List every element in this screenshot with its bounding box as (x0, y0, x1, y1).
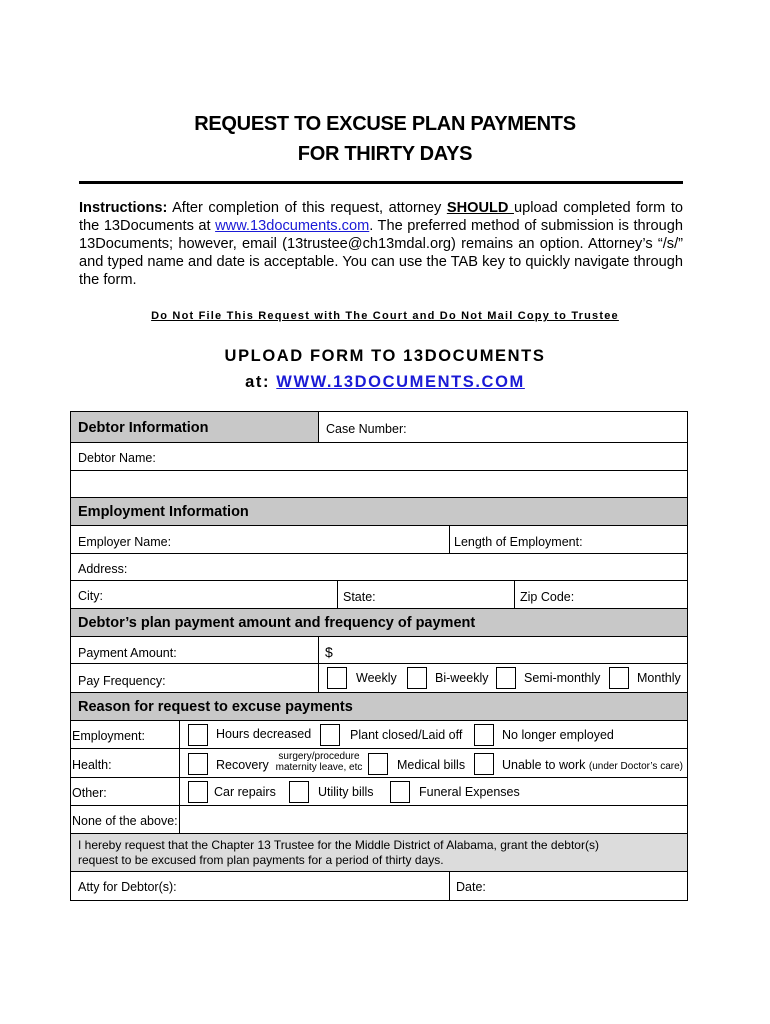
atty-field[interactable] (179, 872, 447, 900)
payment-amount-field[interactable] (339, 637, 679, 663)
utility-bills-checkbox[interactable] (289, 781, 309, 803)
debtor-info-row (71, 412, 687, 443)
address-row[interactable] (71, 554, 687, 581)
reason-label: Reason for request to excuse payments (78, 699, 353, 715)
case-number-label: Case Number: (326, 422, 407, 436)
upload-link[interactable]: WWW.13DOCUMENTS.COM (276, 373, 525, 391)
other-reason-divider (179, 778, 180, 805)
hereby-statement: I hereby request that the Chapter 13 Trustee for the Middle District of Alabama, grant the debtor(s) request to be excused from plan payments for a period of thirty days. (78, 838, 599, 867)
13documents-link[interactable]: www.13documents.com (215, 218, 370, 234)
pay-frequency-row (71, 664, 687, 693)
city-row (71, 581, 687, 609)
date-label: Date: (456, 880, 486, 894)
employment-reason-divider (179, 721, 180, 748)
frequency-divider (318, 664, 319, 692)
biweekly-checkbox[interactable] (407, 667, 427, 689)
employment-info-header (71, 498, 687, 526)
weekly-checkbox[interactable] (327, 667, 347, 689)
health-reason-divider (179, 749, 180, 777)
semimonthly-checkbox[interactable] (496, 667, 516, 689)
plan-payment-label: Debtor’s plan payment amount and frequency of payment (78, 615, 476, 631)
maternity-note: maternity leave, etc (275, 762, 363, 773)
unable-to-work-checkbox[interactable] (474, 753, 494, 775)
signature-divider (449, 872, 450, 900)
instructions-text-1: After completion of this request, attorney (167, 200, 447, 216)
state-label: State: (343, 590, 376, 604)
health-reason-row (71, 749, 687, 778)
plan-payment-header (71, 609, 687, 637)
payment-divider (318, 637, 319, 663)
plant-closed-label: Plant closed/Laid off (350, 728, 463, 742)
dollar-sign: $ (325, 644, 333, 660)
signature-row (71, 872, 687, 900)
atty-label: Atty for Debtor(s): (78, 880, 177, 894)
title-line-2: FOR THIRTY DAYS (297, 143, 473, 165)
utility-bills-label: Utility bills (318, 785, 374, 799)
hours-decreased-checkbox[interactable] (188, 724, 208, 746)
debtor-info-label: Debtor Information (78, 420, 209, 436)
instructions-text-3: . The preferred method of submission is through 13Documents; however, email (13trustee@ch13mdal.org) remains an option. Attorney’s “/s/” and typed name and date is acceptable. You can use the TAB key to quickly navigate through the form. (79, 218, 683, 288)
instructions-text-2: upload completed form to the 13Documents at (79, 200, 683, 234)
employment-label: Employment: (72, 729, 145, 743)
instructions-lead: Instructions: (79, 200, 168, 216)
none-above-field[interactable] (180, 806, 687, 833)
no-longer-employed-label: No longer employed (502, 728, 614, 742)
plant-closed-checkbox[interactable] (320, 724, 340, 746)
state-divider (514, 581, 515, 608)
pay-frequency-label: Pay Frequency: (78, 674, 166, 688)
under-doctor-note: (under Doctor’s care) (588, 761, 683, 772)
car-repairs-checkbox[interactable] (188, 781, 208, 803)
length-employment-label: Length of Employment: (454, 535, 583, 549)
address-label: Address: (78, 562, 128, 576)
weekly-label: Weekly (356, 671, 397, 685)
monthly-checkbox[interactable] (609, 667, 629, 689)
no-longer-employed-checkbox[interactable] (474, 724, 494, 746)
date-field[interactable] (491, 872, 685, 900)
other-label: Other: (72, 786, 107, 800)
other-reason-row (71, 778, 687, 806)
surgery-note: surgery/procedure (278, 751, 360, 762)
biweekly-label: Bi-weekly (435, 671, 489, 685)
none-above-row (71, 806, 687, 834)
none-above-label: None of the above: (72, 814, 178, 828)
recovery-note (273, 751, 365, 773)
unable-to-work-text: Unable to work (502, 758, 586, 772)
reason-header (71, 693, 687, 721)
employer-name-label: Employer Name: (78, 535, 172, 549)
hours-decreased-label: Hours decreased (216, 727, 312, 741)
unable-to-work-label (502, 758, 683, 772)
recovery-checkbox[interactable] (188, 753, 208, 775)
health-label: Health: (72, 758, 112, 772)
employment-reason-row (71, 721, 687, 749)
payment-amount-label: Payment Amount: (78, 646, 177, 660)
upload-line (0, 373, 770, 392)
title-divider (79, 181, 683, 184)
funeral-expenses-label: Funeral Expenses (419, 785, 520, 799)
hereby-statement-row (71, 834, 687, 872)
case-number-field[interactable] (411, 412, 681, 442)
zip-label: Zip Code: (520, 590, 575, 604)
monthly-label: Monthly (637, 671, 681, 685)
debtor-name-row[interactable] (71, 443, 687, 471)
payment-amount-row (71, 637, 687, 664)
upload-at-label: at: (245, 373, 277, 391)
city-divider (337, 581, 338, 608)
medical-bills-label: Medical bills (397, 758, 466, 772)
medical-bills-checkbox[interactable] (368, 753, 388, 775)
employer-row (71, 526, 687, 554)
debtor-name-label: Debtor Name: (78, 451, 156, 465)
car-repairs-label: Car repairs (214, 785, 276, 799)
funeral-expenses-checkbox[interactable] (390, 781, 410, 803)
debtor-name-field-2[interactable] (71, 471, 687, 498)
semimonthly-label: Semi-monthly (524, 671, 601, 685)
recovery-label: Recovery (216, 758, 269, 772)
employer-divider (449, 526, 450, 553)
instructions (79, 199, 683, 289)
city-label: City: (78, 589, 103, 603)
debtor-info-header (71, 412, 319, 442)
employment-info-label: Employment Information (78, 504, 249, 520)
upload-heading: UPLOAD FORM TO 13DOCUMENTS (224, 347, 546, 365)
title-line-1: REQUEST TO EXCUSE PLAN PAYMENTS (194, 113, 576, 135)
do-not-file-notice: Do Not File This Request with The Court and Do Not Mail Copy to Trustee (151, 310, 619, 322)
request-form (70, 411, 688, 901)
instructions-should: SHOULD (446, 200, 514, 216)
